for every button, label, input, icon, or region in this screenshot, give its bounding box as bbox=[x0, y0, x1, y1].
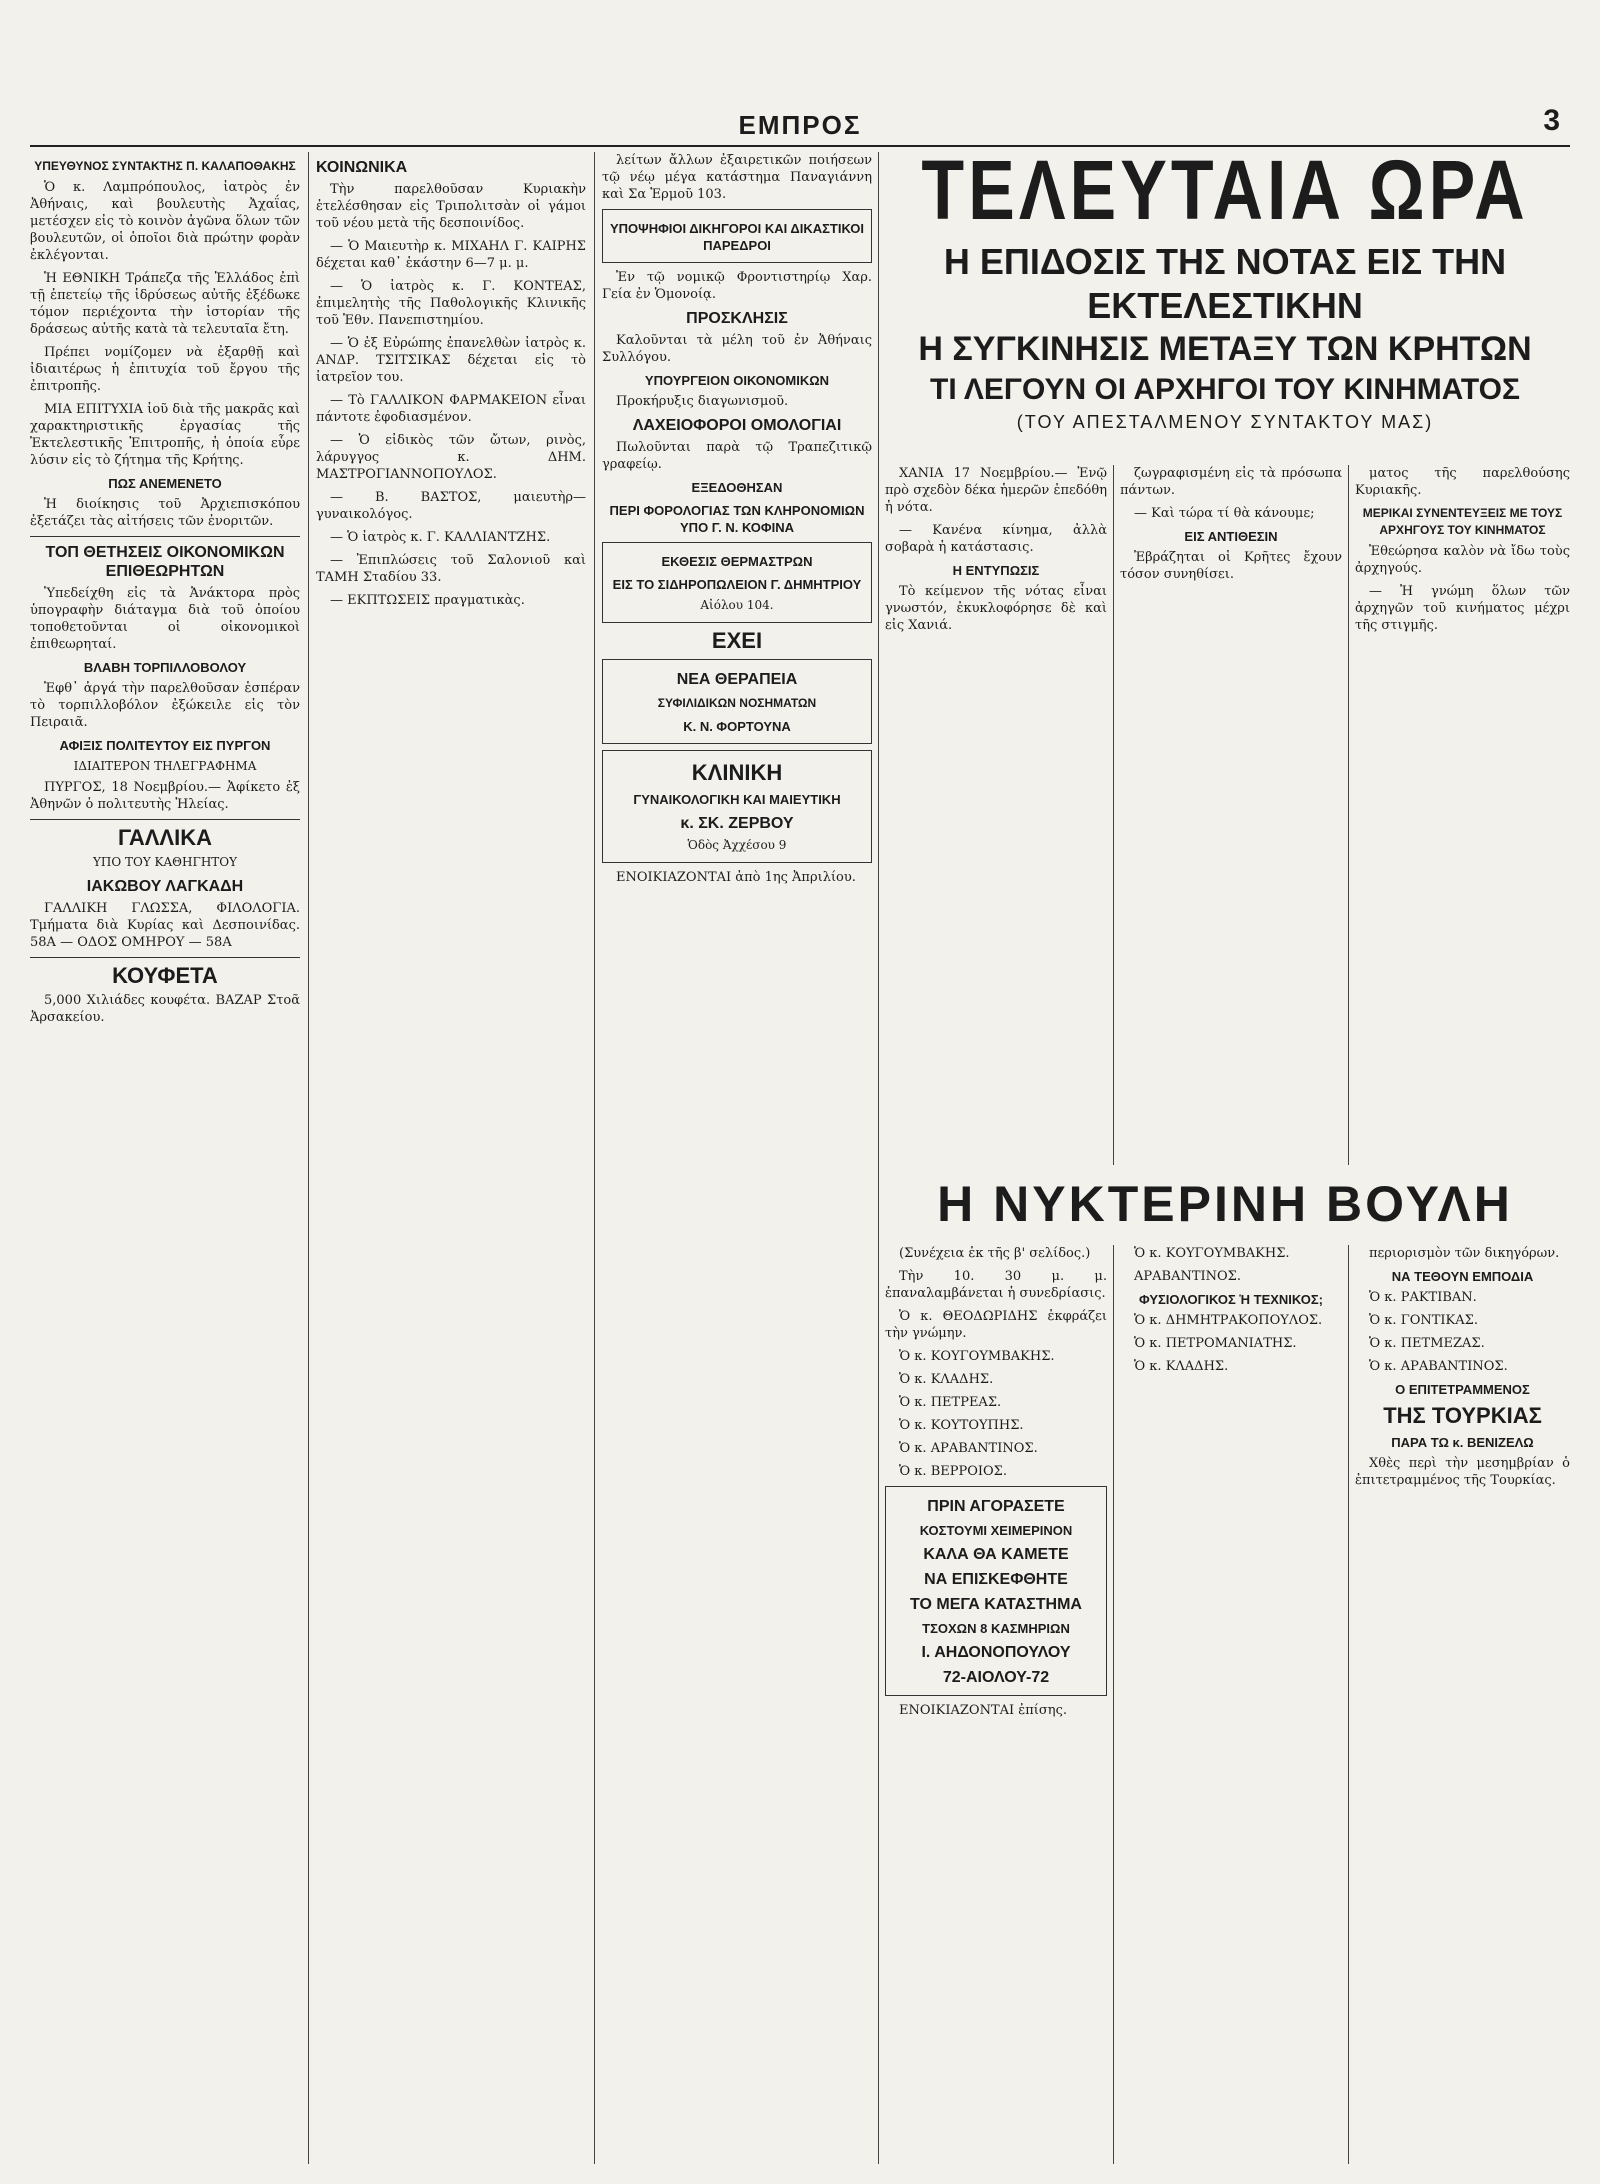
article-text: λείτων ἄλλων ἐξαιρετικῶν ποιήσεων τῷ νέῳ μέγα κατάστημα Παναγιάννη καὶ Σα Ἑρμοῦ 103. bbox=[602, 153, 872, 202]
article-text: ματος τῆς παρελθούσης Κυριακῆς. bbox=[1355, 466, 1570, 498]
article-text: — Ἡ γνώμη ὅλων τῶν ἀρχηγῶν τοῦ κινήματος μέχρι τῆς στιγμῆς. bbox=[1355, 584, 1570, 633]
article-text: Χθὲς περὶ τὴν μεσημβρίαν ὁ ἐπιτετραμμένος τῆς Τουρκίας. bbox=[1355, 1456, 1570, 1488]
article-text: ΜΙΑ ΕΠΙΤΥΧΙΑ ἰοῦ διὰ τῆς μακρᾶς καὶ χαρακτηριστικῆς ἐργασίας τῆς Ἐκτελεστικῆς Ἐπιτροπῆς, ἡ ὁποία εὗρε λύσιν εἰς τὸ ζήτημα τῆς Κρήτης. bbox=[30, 402, 300, 468]
article-text: Τὴν παρελθοῦσαν Κυριακὴν ἐτελέσθησαν εἰς Τριπολιτσὰν οἱ γάμοι τοῦ νέου μετὰ τῆς δεσποινίδος. bbox=[316, 182, 586, 231]
article-text: Τὸ κείμενον τῆς νότας εἶναι γνωστόν, ἐκυκλοφόρησε δὲ καὶ εἰς Χανιά. bbox=[885, 584, 1107, 633]
headline-line: Η ΕΠΙΔΟΣΙΣ ΤΗΣ ΝΟΤΑΣ ΕΙΣ ΤΗΝ ΕΚΤΕΛΕΣΤΙΚΗΝ bbox=[943, 241, 1507, 326]
article-text: ΧΑΝΙΑ 17 Νοεμβρίου.— Ἐνῷ πρὸ σχεδὸν δέκα ἡμερῶν ἐπεδόθη ἡ νότα. bbox=[885, 466, 1107, 515]
article-text: Ὁ κ. ΔΗΜΗΤΡΑΚΟΠΟΥΛΟΣ. bbox=[1134, 1313, 1323, 1328]
article-text: — Ὁ ἰατρὸς κ. Γ. ΚΑΛΛΙΑΝΤΖΗΣ. bbox=[330, 530, 551, 545]
ad-line: ΤΟ ΜΕΓΑ ΚΑΤΑΣΤΗΜΑ bbox=[910, 1596, 1082, 1613]
ad-text: ΕΝΟΙΚΙΑΖΟΝΤΑΙ ἐπίσης. bbox=[899, 1703, 1067, 1718]
article-text: Ὁ κ. ΑΡΑΒΑΝΤΙΝΟΣ. bbox=[1369, 1359, 1508, 1374]
ad-subtitle: ΕΙΣ ΤΟ ΣΙΔΗΡΟΠΩΛΕΙΟΝ Γ. ΔΗΜΗΤΡΙΟΥ bbox=[612, 577, 862, 592]
article-text: ζωγραφισμένη εἰς τὰ πρόσωπα πάντων. bbox=[1120, 466, 1342, 498]
article-text: — Τὸ ΓΑΛΛΙΚΟΝ ΦΑΡΜΑΚΕΙΟΝ εἶναι πάντοτε ἐφοδιασμένον. bbox=[316, 393, 586, 425]
ad-name: Κ. Ν. ΦΟΡΤΟΥΝΑ bbox=[683, 719, 791, 734]
headline: ΕΞΕΔΟΘΗΣΑΝ bbox=[691, 480, 783, 495]
ad-subtitle: ΓΥΝΑΙΚΟΛΟΓΙΚΗ ΚΑΙ ΜΑΙΕΥΤΙΚΗ bbox=[633, 792, 841, 807]
column-7 bbox=[885, 1245, 1107, 2165]
ad-box bbox=[602, 659, 872, 744]
column-rule bbox=[1113, 1245, 1114, 2164]
subheadline: ΙΔΙΑΙΤΕΡΟΝ ΤΗΛΕΓΡΑΦΗΜΑ bbox=[73, 759, 257, 773]
headline: ΤΟΠ ΘΕΤΗΣΕΙΣ ΟΙΚΟΝΟΜΙΚΩΝ ΕΠΙΘΕΩΡΗΤΩΝ bbox=[45, 544, 285, 580]
column-rule bbox=[308, 152, 309, 2164]
article-text: ΑΡΑΒΑΝΤΙΝΟΣ. bbox=[1134, 1269, 1242, 1284]
column-rule bbox=[1348, 1245, 1349, 2164]
ad-text: 5,000 Χιλιάδες κουφέτα. ΒΑΖΑΡ Στοᾶ Ἀρσακείου. bbox=[30, 993, 300, 1025]
column-6 bbox=[1355, 465, 1570, 1165]
article-text: Προκήρυξις διαγωνισμοῦ. bbox=[616, 394, 789, 409]
article-text: ΠΥΡΓΟΣ, 18 Νοεμβρίου.— Ἀφίκετο ἐξ Ἀθηνῶν ὁ πολιτευτὴς Ἠλείας. bbox=[30, 780, 300, 812]
ad-subtitle: ΣΥΦΙΛΙΔΙΚΩΝ ΝΟΣΗΜΑΤΩΝ bbox=[657, 696, 817, 710]
ad-title: ΚΛΙΝΙΚΗ bbox=[691, 760, 783, 785]
divider bbox=[30, 819, 300, 820]
headline-line: Η ΣΥΓΚΙΝΗΣΙΣ ΜΕΤΑΞΥ ΤΩΝ ΚΡΗΤΩΝ bbox=[918, 330, 1532, 368]
ad-text: ΓΑΛΛΙΚΗ ΓΛΩΣΣΑ, ΦΙΛΟΛΟΓΙΑ. Τμήματα διὰ Κυρίας καὶ Δεσποινίδας. 58Α — ΟΔΟΣ ΟΜΗΡΟΥ — 58Α bbox=[30, 901, 300, 950]
paper-name: ΕΜΠΡΟΣ bbox=[738, 110, 862, 140]
section-headline: Η ΝΥΚΤΕΡΙΝΗ ΒΟΥΛΗ bbox=[937, 1176, 1513, 1232]
article-text: Ὁ κ. ΡΑΚΤΙΒΑΝ. bbox=[1369, 1290, 1477, 1305]
ad-title: ΠΡΙΝ ΑΓΟΡΑΣΕΤΕ bbox=[927, 1498, 1065, 1515]
article-text: Ἐφθ᾿ ἀργά τὴν παρελθοῦσαν ἑσπέραν τὸ τορπιλλοβόλον ἐξώκειλε εἰς τὸν Πειραιᾶ. bbox=[30, 681, 300, 730]
column-9 bbox=[1355, 1245, 1570, 2165]
headline: ΕΙΣ ΑΝΤΙΘΕΣΙΝ bbox=[1184, 529, 1278, 544]
article-text: — Β. ΒΑΣΤΟΣ, μαιευτὴρ—γυναικολόγος. bbox=[316, 490, 586, 522]
divider bbox=[30, 957, 300, 958]
ad-box bbox=[602, 750, 872, 863]
article-text: — Καὶ τώρα τί θὰ κάνουμε; bbox=[1134, 506, 1315, 521]
headline: ΑΦΙΞΙΣ ΠΟΛΙΤΕΥΤΟΥ ΕΙΣ ΠΥΡΓΟΝ bbox=[59, 738, 271, 753]
column-5 bbox=[1120, 465, 1342, 1165]
article-text: Ὁ κ. ΚΟΥΤΟΥΠΗΣ. bbox=[899, 1418, 1024, 1433]
article-text: Ὁ κ. ΠΕΤΡΕΑΣ. bbox=[899, 1395, 1002, 1410]
article-text: — Ὁ εἰδικὸς τῶν ὤτων, ρινὸς, λάρυγγος κ. ΔΗΜ. ΜΑΣΤΡΟΓΙΑΝΝΟΠΟΥΛΟΣ. bbox=[316, 433, 586, 482]
ad-name: Ι. ΑΗΔΟΝΟΠΟΥΛΟΥ bbox=[921, 1644, 1071, 1661]
ad-subtitle: ΥΠΟ ΤΟΥ ΚΑΘΗΓΗΤΟΥ bbox=[92, 855, 238, 869]
article-text: Ὁ κ. ΚΟΥΓΟΥΜΒΑΚΗΣ. bbox=[899, 1349, 1055, 1364]
headline: Ο ΕΠΙΤΕΤΡΑΜΜΕΝΟΣ bbox=[1395, 1382, 1530, 1397]
column-2 bbox=[316, 152, 586, 2162]
article-text: Ἡ ΕΘΝΙΚΗ Τράπεζα τῆς Ἑλλάδος ἐπὶ τῇ ἐπετείῳ τῆς ἱδρύσεως αὐτῆς ἐξέδωκε τόμον περιέχοντα τὴν ἱστορίαν τῆς δράσεως αὐτῆς κατὰ τὰ τελευταῖα ἔτη. bbox=[30, 271, 300, 337]
column-rule bbox=[1348, 465, 1349, 1165]
section-title: ΚΟΙΝΩΝΙΚΑ bbox=[316, 159, 408, 176]
page-number: 3 bbox=[1543, 104, 1560, 137]
ad-box bbox=[885, 1486, 1107, 1696]
ad-title: ΝΕΑ ΘΕΡΑΠΕΙΑ bbox=[676, 671, 798, 688]
ad-line: ΝΑ ΕΠΙΣΚΕΦΘΗΤΕ bbox=[924, 1571, 1068, 1588]
column-8 bbox=[1120, 1245, 1342, 2165]
ad-line: ΤΣΟΧΩΝ 8 ΚΑΣΜΗΡΙΩΝ bbox=[922, 1621, 1070, 1636]
article-text: Τὴν 10. 30 μ. μ. ἐπαναλαμβάνεται ἡ συνεδρίασις. bbox=[885, 1269, 1107, 1301]
article-text: Ὁ κ. ΠΕΤΡΟΜΑΝΙΑΤΗΣ. bbox=[1134, 1336, 1297, 1351]
headline: ΠΡΟΣΚΛΗΣΙΣ bbox=[686, 310, 788, 327]
article-text: Πρέπει νομίζομεν νὰ ἐξαρθῇ καὶ ἰδιαιτέρως ἡ ἐπιτυχία τοῦ ἔργου τῆς ἐπιτροπῆς. bbox=[30, 345, 300, 394]
headline: ΠΑΡΑ ΤΩ κ. ΒΕΝΙΖΕΛΩ bbox=[1391, 1435, 1534, 1450]
headline: ΠΩΣ ΑΝΕΜΕΝΕΤΟ bbox=[108, 476, 222, 491]
column-rule bbox=[594, 152, 595, 2164]
headline-line: ΤΙ ΛΕΓΟΥΝ ΟΙ ΑΡΧΗΓΟΙ ΤΟΥ ΚΙΝΗΜΑΤΟΣ bbox=[930, 373, 1520, 406]
headline: ΤΗΣ ΤΟΥΡΚΙΑΣ bbox=[1383, 1403, 1542, 1428]
headline: ΛΑΧΕΙΟΦΟΡΟΙ ΟΜΟΛΟΓΙΑΙ bbox=[632, 417, 842, 434]
ad-address: 72-ΑΙΟΛΟΥ-72 bbox=[942, 1669, 1050, 1686]
ad-subtitle: ΚΟΣΤΟΥΜΙ ΧΕΙΜΕΡΙΝΟΝ bbox=[919, 1523, 1073, 1538]
ad-box bbox=[602, 542, 872, 623]
article-text: — Ὁ Μαιευτὴρ κ. ΜΙΧΑΗΛ Γ. ΚΑΙΡΗΣ δέχεται καθ᾿ ἑκάστην 6—7 μ. μ. bbox=[316, 239, 586, 271]
headline: ΒΛΑΒΗ ΤΟΡΠΙΛΛΟΒΟΛΟΥ bbox=[83, 660, 247, 675]
article-text: Πωλοῦνται παρὰ τῷ Τραπεζιτικῷ γραφείῳ. bbox=[602, 440, 872, 472]
masthead bbox=[0, 0, 1600, 150]
ad-title: ΓΑΛΛΙΚΑ bbox=[118, 825, 212, 850]
ad-line: ΚΑΛΑ ΘΑ ΚΑΜΕΤΕ bbox=[923, 1546, 1069, 1563]
ad-address: Αἰόλου 104. bbox=[700, 598, 774, 612]
article-text: Ὁ κ. ΚΟΥΓΟΥΜΒΑΚΗΣ. bbox=[1134, 1246, 1290, 1261]
headline-line: ΤΕΛΕΥΤΑΙΑ ΩΡΑ bbox=[921, 143, 1529, 237]
column-1 bbox=[30, 152, 300, 2162]
article-text: Ὁ κ. ΓΟΝΤΙΚΑΣ. bbox=[1369, 1313, 1478, 1328]
article-text: Ἐθεώρησα καλὸν νὰ ἴδω τοὺς ἀρχηγούς. bbox=[1355, 544, 1570, 576]
notice-box bbox=[602, 209, 872, 263]
main-headline bbox=[880, 143, 1570, 434]
article-text: — Ὁ ἐξ Εὐρώπης ἐπανελθὼν ἰατρὸς κ. ΑΝΔΡ. ΤΣΙΤΣΙΚΑΣ δέχεται εἰς τὸ ἰατρεῖον του. bbox=[316, 336, 586, 385]
article-text: Ἐβράζηται οἱ Κρῆτες ἔχουν τόσον συνηθίσει. bbox=[1120, 550, 1342, 582]
article-text: Ὁ κ. ΒΕΡΡΟΙΟΣ. bbox=[899, 1464, 1008, 1479]
headline: ΥΠΟΥΡΓΕΙΟΝ ΟΙΚΟΝΟΜΙΚΩΝ bbox=[644, 373, 830, 388]
article-text: Ὁ κ. ΚΛΑΔΗΣ. bbox=[1134, 1359, 1229, 1374]
column-rule bbox=[1113, 465, 1114, 1165]
headline: ΝΑ ΤΕΘΟΥΝ ΕΜΠΟΔΙΑ bbox=[1391, 1269, 1534, 1284]
article-text: Καλοῦνται τὰ μέλη τοῦ ἐν Ἀθήναις Συλλόγου. bbox=[602, 333, 872, 365]
column-rule bbox=[878, 152, 879, 2164]
headline: Η ΕΝΤΥΠΩΣΙΣ bbox=[952, 563, 1040, 578]
article-text: (Συνέχεια ἐκ τῆς β' σελίδος.) bbox=[899, 1246, 1091, 1261]
ad-title: ΕΧΕΙ bbox=[711, 628, 763, 653]
article-text: Ὁ κ. ΚΛΑΔΗΣ. bbox=[899, 1372, 994, 1387]
ad-text: ΕΝΟΙΚΙΑΖΟΝΤΑΙ ἀπὸ 1ης Ἀπριλίου. bbox=[616, 870, 856, 885]
headline-byline: (ΤΟΥ ΑΠΕΣΤΑΛΜΕΝΟΥ ΣΥΝΤΑΚΤΟΥ ΜΑΣ) bbox=[1016, 412, 1434, 432]
ad-name: ΙΑΚΩΒΟΥ ΛΑΓΚΑΔΗ bbox=[86, 878, 244, 895]
divider bbox=[30, 536, 300, 537]
article-text: Ὁ κ. ΑΡΑΒΑΝΤΙΝΟΣ. bbox=[899, 1441, 1038, 1456]
article-text: Ὑπεδείχθη εἰς τὰ Ἀνάκτορα πρὸς ὑπογραφὴν διάταγμα διὰ τοῦ ὁποίου τοποθετοῦνται οἱ οἰκονομικοὶ ἐπιθεωρηταί. bbox=[30, 586, 300, 652]
article-text: — Ἐπιπλώσεις τοῦ Σαλονιοῦ καὶ ΤΑΜΗ Σταδίου 33. bbox=[316, 553, 586, 585]
article-text: — Κανένα κίνημα, ἀλλὰ σοβαρὰ ἡ κατάστασις. bbox=[885, 523, 1107, 555]
article-text: Ἐν τῷ νομικῷ Φροντιστηρίῳ Χαρ. Γεία ἐν Ὁμονοίᾳ. bbox=[602, 270, 872, 302]
article-text: Ὁ κ. Λαμπρόπουλος, ἰατρὸς ἐν Ἀθήναις, καὶ βουλευτὴς Ἀχαΐας, μετέσχεν εἰς τὸ κοινὸν ἀγῶνα ὅλων τῶν βουλευτῶν, οἱ ὁποῖοι διὰ πρώτην φορὰν ἐκλέγονται. bbox=[30, 180, 300, 263]
article-text: Ὁ κ. ΠΕΤΜΕΖΑΣ. bbox=[1369, 1336, 1485, 1351]
headline: ΜΕΡΙΚΑΙ ΣΥΝΕΝΤΕΥΞΕΙΣ ΜΕ ΤΟΥΣ ΑΡΧΗΓΟΥΣ ΤΟΥ ΚΙΝΗΜΑΤΟΣ bbox=[1362, 506, 1563, 537]
headline: ΠΕΡΙ ΦΟΡΟΛΟΓΙΑΣ ΤΩΝ ΚΛΗΡΟΝΟΜΙΩΝ ΥΠΟ Γ. Ν. ΚΟΦΙΝΑ bbox=[609, 503, 865, 535]
ad-name: κ. ΣΚ. ΖΕΡΒΟΥ bbox=[680, 815, 794, 832]
ad-title: ΕΚΘΕΣΙΣ ΘΕΡΜΑΣΤΡΩΝ bbox=[661, 554, 813, 569]
headline: ΦΥΣΙΟΛΟΓΙΚΟΣ Ἡ ΤΕΧΝΙΚΟΣ; bbox=[1139, 1292, 1323, 1307]
column-4 bbox=[885, 465, 1107, 1165]
ad-address: Ὁδὸς Ἀχχέσου 9 bbox=[687, 838, 787, 852]
article-text: περιορισμὸν τῶν δικηγόρων. bbox=[1369, 1246, 1560, 1261]
headline: ΥΠΟΨΗΦΙΟΙ ΔΙΚΗΓΟΡΟΙ ΚΑΙ ΔΙΚΑΣΤΙΚΟΙ ΠΑΡΕΔΡΟΙ bbox=[610, 221, 864, 253]
article-text: — ΕΚΠΤΩΣΕΙΣ πραγματικὰς. bbox=[330, 593, 525, 608]
staff-credit: ΥΠΕΥΘΥΝΟΣ ΣΥΝΤΑΚΤΗΣ Π. ΚΑΛΑΠΟΘΑΚΗΣ bbox=[34, 159, 296, 173]
column-3 bbox=[602, 152, 872, 2162]
article-text: Ἡ διοίκησις τοῦ Ἀρχιεπισκόπου ἐξετάζει τὰς αἰτήσεις τῶν ἐνοριτῶν. bbox=[30, 497, 300, 529]
article-text: Ὁ κ. ΘΕΟΔΩΡΙΔΗΣ ἐκφράζει τὴν γνώμην. bbox=[885, 1309, 1107, 1341]
ad-title: ΚΟΥΦΕΤΑ bbox=[112, 963, 218, 988]
article-text: — Ὁ ἰατρὸς κ. Γ. ΚΟΝΤΕΑΣ, ἐπιμελητὴς τῆς Παθολογικῆς Κλινικῆς τοῦ Ἐθν. Πανεπιστημίου. bbox=[316, 279, 586, 328]
